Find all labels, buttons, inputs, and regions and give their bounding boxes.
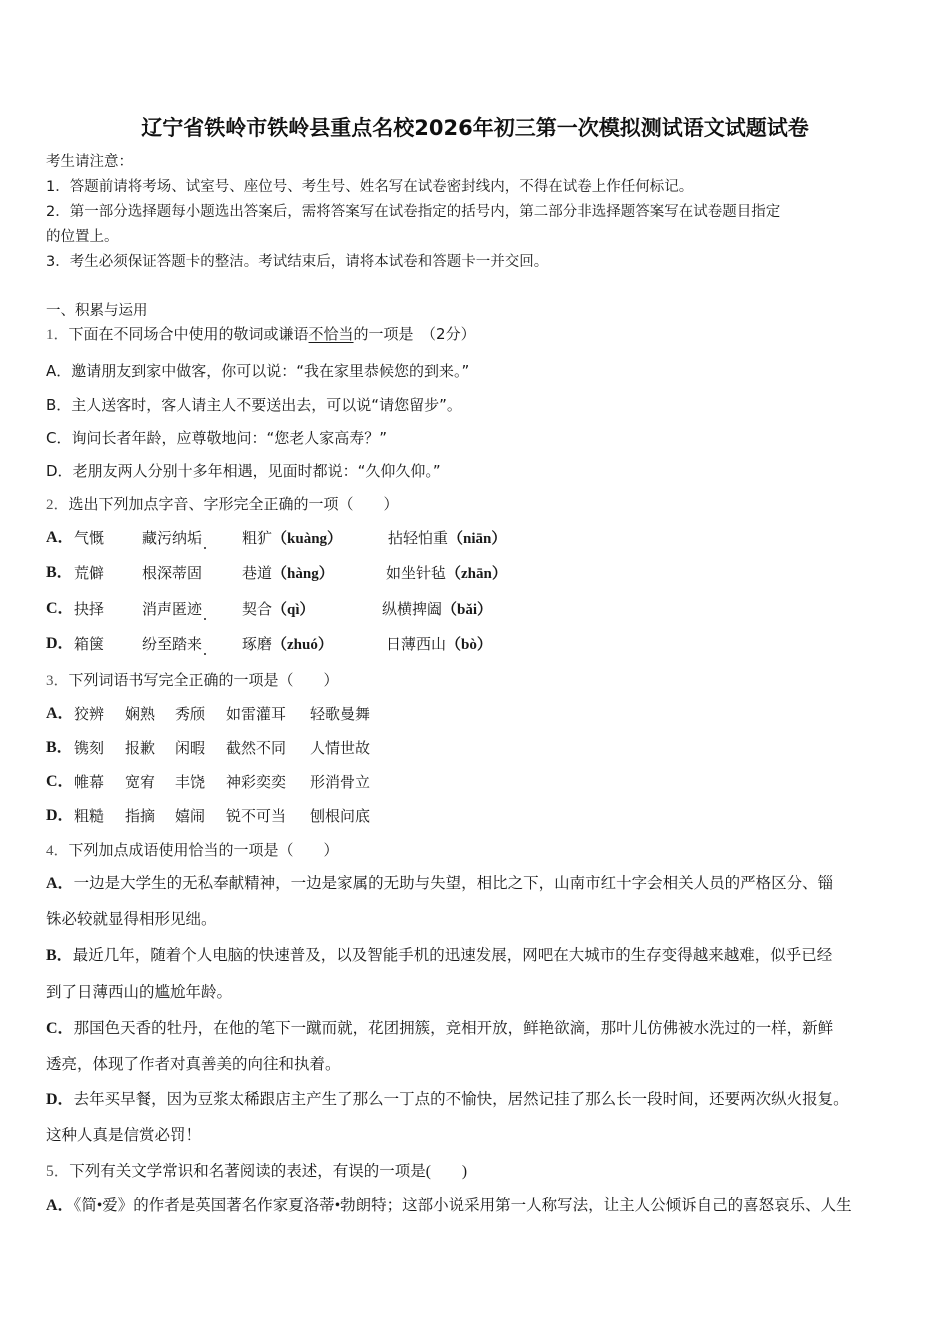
- notice-item-1: 1．答题前请将考场、试室号、座位号、考生号、姓名写在试卷密封线内，不得在试卷上作任何标记。: [46, 179, 694, 195]
- question-2-option-d: [46, 634, 906, 656]
- word: 拈轻怕重: [388, 529, 449, 547]
- word: 秀颀: [175, 705, 206, 723]
- question-4-option-b: [46, 946, 832, 966]
- word: 狡辨: [74, 705, 105, 723]
- question-4-option-c-cont: 透亮，体现了作者对真善美的向往和执着。: [46, 1056, 341, 1073]
- word: 抉择: [74, 600, 105, 618]
- notice-heading: 考生请注意：: [46, 154, 133, 170]
- word: 指摘: [125, 807, 156, 825]
- stem-text: 选出下列加点字音、字形完全正确的一项（ ）: [68, 495, 399, 513]
- notice-item-3: 3．考生必须保证答题卡的整洁。考试结束后，请将本试卷和答题卡一并交回。: [46, 254, 549, 270]
- section-heading: 一、积累与运用: [46, 303, 148, 319]
- word: 契合: [242, 600, 273, 618]
- word: 镌刻: [74, 739, 105, 757]
- option-letter: A．: [46, 705, 74, 722]
- question-4-option-a-cont: 铢必较就显得相形见绌。: [46, 911, 217, 928]
- word: 消声匿迹: [142, 600, 203, 618]
- option-letter: C．: [46, 773, 74, 790]
- word: 荒僻: [74, 564, 105, 582]
- question-4-option-b-cont: 到了日薄西山的尴尬年龄。: [46, 984, 233, 1001]
- word: 纵横捭阖: [382, 600, 443, 618]
- pinyin: （zhuó）: [272, 637, 333, 653]
- word: 藏污纳垢: [142, 529, 203, 547]
- option-letter: C．: [46, 600, 74, 617]
- stem-text: 下面在不同场合中使用的敬词或谦语: [68, 325, 309, 343]
- option-text: 那国色天香的牡丹，在他的笔下一蹴而就，花团拥簇，竞相开放，鲜艳欲滴，那叶儿仿佛被水洗过的一样，新鲜: [73, 1020, 834, 1037]
- option-letter: D．: [46, 635, 74, 652]
- word: 截然不同: [226, 739, 287, 757]
- word: 气慨: [74, 529, 105, 547]
- option-letter: D．: [46, 462, 73, 480]
- option-letter: B．: [46, 739, 73, 756]
- option-text: 最近几年，随着个人电脑的快速普及，以及智能手机的迅速发展，网吧在大城市的生存变得越来越难，似乎已经: [72, 947, 833, 964]
- word: 报歉: [125, 739, 156, 757]
- stem-text: 下列加点成语使用恰当的一项是（ ）: [68, 841, 339, 859]
- word: 锐不可当: [226, 807, 287, 825]
- question-number: 2．: [46, 497, 69, 513]
- word: 宽宥: [125, 773, 156, 791]
- question-2-option-a: [46, 528, 906, 550]
- question-4-option-a: [46, 874, 833, 894]
- pinyin: （bò）: [446, 637, 492, 653]
- question-3-option-d: [46, 806, 446, 828]
- question-4-option-d: [46, 1090, 849, 1110]
- question-1-option-d: [46, 461, 441, 481]
- question-number: 3．: [46, 673, 69, 689]
- option-text: 一边是大学生的无私奉献精神，一边是家属的无助与失望，相比之下，山南市红十字会相关人员的严格区分、锱: [73, 875, 834, 892]
- option-text: 询问长者年龄，应尊敬地问：“您老人家高寿？”: [71, 429, 388, 447]
- word: 丰饶: [175, 773, 206, 791]
- question-2-option-c: [46, 599, 906, 621]
- pinyin: （kuàng）: [272, 531, 343, 547]
- question-1-option-b: [46, 395, 462, 415]
- question-3-stem: [46, 670, 339, 691]
- option-letter: A．: [46, 529, 74, 546]
- question-1-option-c: [46, 428, 387, 448]
- notice-item-2: 2．第一部分选择题每小题选出答案后，需将答案写在试卷指定的括号内，第二部分非选择题答案写在试卷题目指定: [46, 204, 781, 220]
- word: 形消骨立: [310, 773, 371, 791]
- question-number: 5．: [46, 1163, 70, 1180]
- exam-title: 辽宁省铁岭市铁岭县重点名校2026年初三第一次模拟测试语文试题试卷: [141, 116, 809, 140]
- question-4-option-d-cont: 这种人真是信赏必罚！: [46, 1127, 202, 1144]
- word: 刨根问底: [310, 807, 371, 825]
- stem-text: 下列词语书写完全正确的一项是（ ）: [68, 671, 339, 689]
- word: 人情世故: [310, 739, 371, 757]
- pinyin: （bǎi）: [442, 602, 493, 618]
- stem-text: 的一项是 （2分）: [353, 325, 476, 343]
- option-letter: A．: [46, 362, 72, 380]
- question-4-option-c: [46, 1019, 833, 1039]
- question-5-option-a: [46, 1196, 852, 1216]
- question-2-stem: [46, 494, 399, 515]
- question-5-stem: [46, 1162, 467, 1182]
- question-3-option-a: [46, 704, 446, 726]
- question-number: 1．: [46, 327, 69, 343]
- option-text: 去年买早餐，因为豆浆太稀跟店主产生了那么一丁点的不愉快，居然记挂了那么长一段时间，还要两次纵火报复。: [73, 1091, 849, 1108]
- option-letter: A．: [46, 1197, 74, 1214]
- question-1-option-a: [46, 361, 469, 381]
- pinyin: （niān）: [448, 531, 507, 547]
- word: 如雷灌耳: [226, 705, 287, 723]
- option-text: 邀请朋友到家中做客，你可以说：“我在家里恭候您的到来。”: [71, 362, 470, 380]
- word: 娴熟: [125, 705, 156, 723]
- word: 粗糙: [74, 807, 105, 825]
- word: 根深蒂固: [142, 564, 203, 582]
- word: 神彩奕奕: [226, 773, 287, 791]
- option-text: 《简•爱》的作者是英国著名作家夏洛蒂•勃朗特；这部小说采用第一人称写法，让主人公倾诉自己的喜怒哀乐、人生: [73, 1197, 852, 1214]
- option-letter: B．: [46, 564, 73, 581]
- notice-item-2-cont: 的位置上。: [46, 229, 119, 245]
- pinyin: （hàng）: [272, 566, 334, 582]
- word: 纷至踏来: [142, 635, 203, 653]
- option-letter: C．: [46, 1020, 74, 1037]
- question-1-stem: [46, 324, 476, 345]
- pinyin: （zhān）: [446, 566, 507, 582]
- question-2-option-b: [46, 563, 906, 585]
- word: 如坐针毡: [386, 564, 447, 582]
- word: 巷道: [242, 564, 273, 582]
- question-4-stem: [46, 840, 339, 861]
- stem-text: 下列有关文学常识和名著阅读的表述，有误的一项是( ): [69, 1163, 468, 1180]
- underlined-keyword: 不恰当: [308, 325, 354, 343]
- question-3-option-c: [46, 772, 446, 794]
- word: 箱箧: [74, 635, 105, 653]
- word: 闲暇: [175, 739, 206, 757]
- word: 嬉闹: [175, 807, 206, 825]
- word: 帷幕: [74, 773, 105, 791]
- word: 日薄西山: [386, 635, 447, 653]
- pinyin: （qì）: [272, 602, 315, 618]
- word: 轻歌曼舞: [310, 705, 371, 723]
- option-letter: C．: [46, 429, 72, 447]
- option-text: 主人送客时，客人请主人不要送出去，可以说“请您留步”。: [71, 396, 462, 414]
- option-text: 老朋友两人分别十多年相遇，见面时都说：“久仰久仰。”: [72, 462, 441, 480]
- question-3-option-b: [46, 738, 446, 760]
- option-letter: A．: [46, 875, 74, 892]
- word: 粗犷: [242, 529, 273, 547]
- option-letter: D．: [46, 807, 74, 824]
- option-letter: D．: [46, 1091, 74, 1108]
- option-letter: B．: [46, 947, 73, 964]
- option-letter: B．: [46, 396, 72, 414]
- question-number: 4．: [46, 843, 69, 859]
- word: 琢磨: [242, 635, 273, 653]
